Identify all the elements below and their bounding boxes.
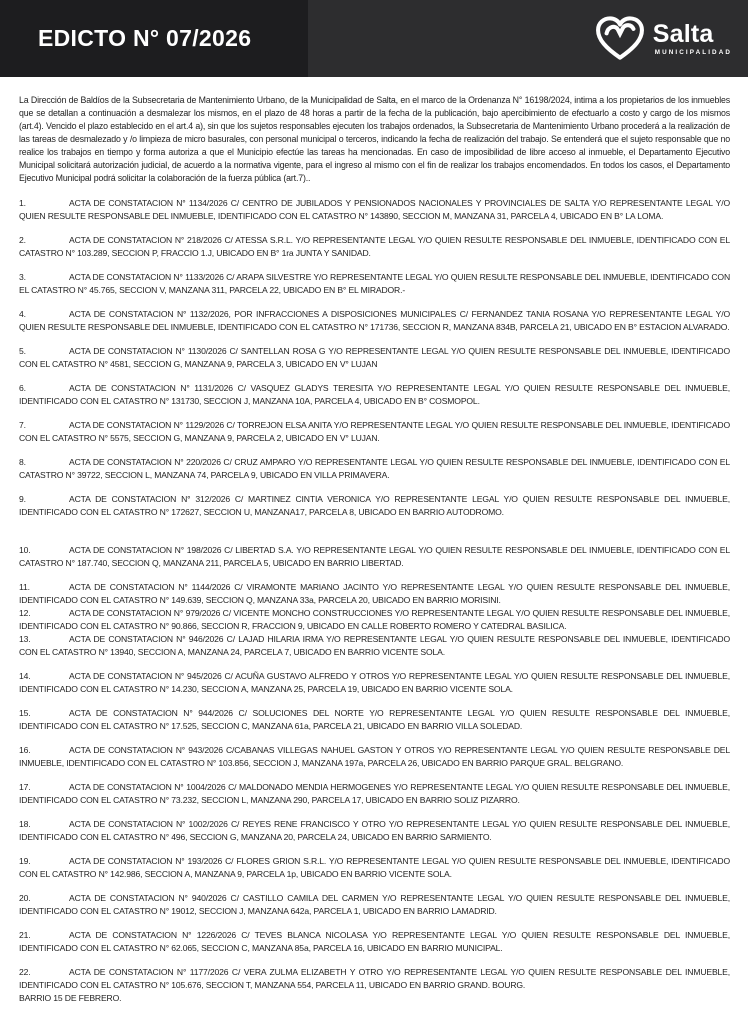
item-text: ACTA DE CONSTATACION N° 218/2026 C/ ATESSA S.R.L. Y/O REPRESENTANTE LEGAL Y/O QUIEN RESULTE RESPONSABLE DEL INMUEBLE, IDENTIFICADO CON EL CATASTRO N° 103.289, SECCION P, FRACCIO 1.J, UBICADO EN B° 1ra JUNTA Y SANIDAD. bbox=[19, 235, 730, 258]
intro-paragraph: La Dirección de Baldíos de la Subsecretaria de Mantenimiento Urbano, de la Municipalidad de Salta, en el marco de la Ordenanza N° 16198/2024, intima a los propietarios de los inmuebles que se detallan a continuación a desmalezar los mismos, en el plazo de 48 horas a partir de la fecha de la publicación, bajo apercibimiento de efectuarlo a costo y cargo de los mismos (art.4). Vencido el plazo establecido en el art.4 a), sin que los sujetos responsables ejecuten los trabajos ordenados, la Subsecretaria de Mantenimiento Urbano procederá a la realización de las tareas de desmalezado y /o limpieza de micro basurales, con personal municipal o terceros, indicando la fecha de realización del trabajo. Se entenderá que el sujeto responsable que no realice los trabajos en tiempo y forma autoriza a que el Municipio efectúe las tareas ha mencionadas. En caso de imposibilidad de libre acceso al inmueble, el Departamento Ejecutivo Municipal solicitará autorización judicial, de acuerdo a la normativa vigente, para el ingreso al mismo con el fin de realizar los trabajos encomendados. En todos los casos, el Departamento Ejecutivo Municipal podrá solicitar la colaboración de la fuerza pública (art.7).. bbox=[19, 95, 730, 183]
item-text: ACTA DE CONSTATACION N° 1177/2026 C/ VERA ZULMA ELIZABETH Y OTRO Y/O REPRESENTANTE LEGAL Y/O QUIEN RESULTE RESPONSABLE DEL INMUEBLE, IDENTIFICADO CON EL CATASTRO N° 105.676, SECCION T, MANZANA 554, PARCELA 11, UBICADO EN BARRIO GRAND. BOURG. bbox=[19, 967, 730, 990]
acta-item bbox=[19, 308, 730, 334]
acta-item bbox=[19, 855, 730, 881]
acta-item bbox=[19, 781, 730, 807]
acta-item bbox=[19, 929, 730, 955]
item-text: ACTA DE CONSTATACION N° 979/2026 C/ VICENTE MONCHO CONSTRUCCIONES Y/O REPRESENTANTE LEGAL Y/O QUIEN RESULTE RESPONSABLE DEL INMUEBLE, IDENTIFICADO CON EL CATASTRO N° 90.866, SECCION R, FRACCION 9, UBICADO EN CALLE ROBERTO ROMERO Y CATEDRAL BASILICA. bbox=[19, 608, 730, 631]
item-number: 15. bbox=[19, 708, 31, 718]
item-number: 10. bbox=[19, 545, 31, 555]
item-text: ACTA DE CONSTATACION N° 940/2026 C/ CASTILLO CAMILA DEL CARMEN Y/O REPRESENTANTE LEGAL Y/O QUIEN RESULTE RESPONSABLE DEL INMUEBLE, IDENTIFICADO CON EL CATASTRO N° 19012, SECCION J, MANZANA 642a, PARCELA 1, UBICADO EN BARRIO LAMADRID. bbox=[19, 893, 730, 916]
item-number: 4. bbox=[19, 309, 26, 319]
page-title: EDICTO N° 07/2026 bbox=[38, 25, 252, 51]
document-body bbox=[0, 77, 748, 1005]
acta-item bbox=[19, 345, 730, 371]
logo-text bbox=[652, 19, 732, 56]
footer-line: BARRIO 15 DE FEBRERO. bbox=[19, 993, 122, 1003]
item-number: 6. bbox=[19, 383, 26, 393]
item-number: 19. bbox=[19, 856, 31, 866]
acta-item bbox=[19, 607, 730, 633]
item-text: ACTA DE CONSTATACION N° 946/2026 C/ LAJAD HILARIA IRMA Y/O REPRESENTANTE LEGAL Y/O QUIEN RESULTE RESPONSABLE DEL INMUEBLE, IDENTIFICADO CON EL CATASTRO N° 13940, SECCION A, MANZANA 24, PARCELA 7, UBICADO EN BARRIO VICENTE SOLA. bbox=[19, 634, 730, 657]
acta-item bbox=[19, 670, 730, 696]
item-text: ACTA DE CONSTATACION N° 944/2026 C/ SOLUCIONES DEL NORTE Y/O REPRESENTANTE LEGAL Y/O QUIEN RESULTE RESPONSABLE DEL INMUEBLE, IDENTIFICADO CON EL CATASTRO N° 17.525, SECCION C, MANZANA 61a, PARCELA 21, UBICADO EN BARRIO VILLA SOLEDAD. bbox=[19, 708, 730, 731]
item-text: ACTA DE CONSTATACION N° 1144/2026 C/ VIRAMONTE MARIANO JACINTO Y/O REPRESENTANTE LEGAL Y/O QUIEN RESULTE RESPONSABLE DEL INMUEBLE, IDENTIFICADO CON EL CATASTRO N° 149.639, SECCION Q, MANZANA 33a, PARCELA 20, UBICADO EN BARRIO MORISINI. bbox=[19, 582, 730, 605]
acta-item bbox=[19, 744, 730, 770]
acta-item bbox=[19, 382, 730, 408]
item-text: ACTA DE CONSTATACION N° 1004/2026 C/ MALDONADO MENDIA HERMOGENES Y/O REPRESENTANTE LEGAL Y/O QUIEN RESULTE RESPONSABLE DEL INMUEBLE, IDENTIFICADO CON EL CATASTRO N° 73.232, SECCION L, MANZANA 290, PARCELA 17, UBICADO EN BARRIO SOLIZ PIZARRO. bbox=[19, 782, 730, 805]
acta-item bbox=[19, 197, 730, 223]
acta-item bbox=[19, 419, 730, 445]
item-number: 20. bbox=[19, 893, 31, 903]
acta-item bbox=[19, 581, 730, 607]
acta-item bbox=[19, 633, 730, 659]
acta-item bbox=[19, 892, 730, 918]
item-number: 3. bbox=[19, 272, 26, 282]
item-number: 9. bbox=[19, 494, 26, 504]
item-text: ACTA DE CONSTATACION N° 193/2026 C/ FLORES GRION S.R.L. Y/O REPRESENTANTE LEGAL Y/O QUIEN RESULTE RESPONSABLE DEL INMUEBLE, IDENTIFICADO CON EL CATASTRO N° 142.986, SECCION A, MANZANA 9, PARCELA 1p, UBICADO EN BARRIO VICENTE SOLA. bbox=[19, 856, 730, 879]
item-text: ACTA DE CONSTATACION N° 1226/2026 C/ TEVES BLANCA NICOLASA Y/O REPRESENTANTE LEGAL Y/O QUIEN RESULTE RESPONSABLE DEL INMUEBLE, IDENTIFICADO CON EL CATASTRO N° 62.065, SECCION C, MANZANA 85a, PARCELA 16, UBICADO EN BARRIO MUNICIPAL. bbox=[19, 930, 730, 953]
item-number: 12. bbox=[19, 608, 31, 618]
acta-list bbox=[19, 197, 730, 992]
acta-item bbox=[19, 271, 730, 297]
edict-title-block bbox=[0, 0, 308, 77]
acta-item bbox=[19, 456, 730, 482]
item-number: 17. bbox=[19, 782, 31, 792]
item-text: ACTA DE CONSTATACION N° 312/2026 C/ MARTINEZ CINTIA VERONICA Y/O REPRESENTANTE LEGAL Y/O QUIEN RESULTE RESPONSABLE DEL INMUEBLE, IDENTIFICADO CON EL CATASTRO N° 172627, SECCION U, MANZANA17, PARCELA 8, UBICADO EN BARRIO AUTODROMO. bbox=[19, 494, 730, 517]
item-text: ACTA DE CONSTATACION N° 1134/2026 C/ CENTRO DE JUBILADOS Y PENSIONADOS NACIONALES Y PROVINCIALES DE SALTA Y/O REPRESENTANTE LEGAL Y/O QUIEN RESULTE RESPONSABLE DEL INMUEBLE, IDENTIFICADO CON EL CATASTRO N° 143890, SECCION M, MANZANA 31, PARCELA 4, UBICADO EN B° LA LOMA. bbox=[19, 198, 730, 221]
header bbox=[0, 0, 748, 77]
item-number: 13. bbox=[19, 634, 31, 644]
item-text: ACTA DE CONSTATACION N° 1132/2026, POR INFRACCIONES A DISPOSICIONES MUNICIPALES C/ FERNANDEZ TANIA ROSANA Y/O REPRESENTANTE LEGAL Y/O QUIEN RESULTE RESPONSABLE DEL INMUEBLE, IDENTIFICADO CON EL CATASTRO N° 171736, SECCION R, MANZANA 834B, PARCELA 21, UBICADO EN B° ESTACION ALVARADO. bbox=[19, 309, 730, 332]
item-number: 5. bbox=[19, 346, 26, 356]
item-text: ACTA DE CONSTATACION N° 1129/2026 C/ TORREJON ELSA ANITA Y/O REPRESENTANTE LEGAL Y/O QUIEN RESULTE RESPONSABLE DEL INMUEBLE, IDENTIFICADO CON EL CATASTRO N° 5575, SECCION G, MANZANA 9, PARCELA 2, UBICADO EN V° LUJAN. bbox=[19, 420, 730, 443]
item-number: 18. bbox=[19, 819, 31, 829]
acta-item bbox=[19, 234, 730, 260]
item-number: 11. bbox=[19, 582, 30, 592]
acta-item bbox=[19, 966, 730, 992]
salta-municipality-logo bbox=[594, 0, 748, 77]
item-text: ACTA DE CONSTATACION N° 1133/2026 C/ ARAPA SILVESTRE Y/O REPRESENTANTE LEGAL Y/O QUIEN RESULTE RESPONSABLE DEL INMUEBLE, IDENTIFICADO CON EL CATASTRO N° 45.765, SECCION V, MANZANA 311, PARCELA 22, UBICADO EN B° EL MIRADOR.- bbox=[19, 272, 730, 295]
item-text: ACTA DE CONSTATACION N° 1131/2026 C/ VASQUEZ GLADYS TERESITA Y/O REPRESENTANTE LEGAL Y/O QUIEN RESULTE RESPONSABLE DEL INMUEBLE, IDENTIFICADO CON EL CATASTRO N° 131730, SECCION J, MANZANA 10A, PARCELA 4, UBICADO EN B° COSMOPOL. bbox=[19, 383, 730, 406]
item-number: 14. bbox=[19, 671, 31, 681]
item-number: 1. bbox=[19, 198, 26, 208]
logo-subtitle: MUNICIPALIDAD bbox=[654, 48, 732, 56]
item-number: 16. bbox=[19, 745, 31, 755]
item-number: 22. bbox=[19, 967, 31, 977]
item-text: ACTA DE CONSTATACION N° 198/2026 C/ LIBERTAD S.A. Y/O REPRESENTANTE LEGAL Y/O QUIEN RESULTE RESPONSABLE DEL INMUEBLE, IDENTIFICADO CON EL CATASTRO N° 187.740, SECCION Q, MANZANA 211, PARCELA 5, UBICADO EN BARRIO LIBERTAD. bbox=[19, 545, 730, 568]
heart-icon bbox=[594, 15, 646, 63]
item-text: ACTA DE CONSTATACION N° 943/2026 C/CABANAS VILLEGAS NAHUEL GASTON Y OTROS Y/O REPRESENTANTE LEGAL Y/O QUIEN RESULTE RESPONSABLE DEL INMUEBLE, IDENTIFICADO CON EL CATASTRO N° 103.856, SECCION J, MANZANA 197a, PARCELA 26, UBICADO EN BARRIO PARQUE GRAL. BELGRANO. bbox=[19, 745, 730, 768]
item-number: 2. bbox=[19, 235, 26, 245]
item-text: ACTA DE CONSTATACION N° 220/2026 C/ CRUZ AMPARO Y/O REPRESENTANTE LEGAL Y/O QUIEN RESULTE RESPONSABLE DEL INMUEBLE, IDENTIFICADO CON EL CATASTRO N° 39722, SECCION L, MANZANA 74, PARCELA 9, UBICADO EN VILLA PRIMAVERA. bbox=[19, 457, 730, 480]
acta-item bbox=[19, 544, 730, 570]
item-text: ACTA DE CONSTATACION N° 1130/2026 C/ SANTELLAN ROSA G Y/O REPRESENTANTE LEGAL Y/O QUIEN RESULTE RESPONSABLE DEL INMUEBLE, IDENTIFICADO CON EL CATASTRO N° 4581, SECCION G, MANZANA 9, PARCELA 3, UBICADO EN V° LUJAN bbox=[19, 346, 730, 369]
item-text: ACTA DE CONSTATACION N° 1002/2026 C/ REYES RENE FRANCISCO Y OTRO Y/O REPRESENTANTE LEGAL Y/O QUIEN RESULTE RESPONSABLE DEL INMUEBLE, IDENTIFICADO CON EL CATASTRO N° 496, SECCION G, MANZANA 20, PARCELA 24, UBICADO EN BARRIO SARMIENTO. bbox=[19, 819, 730, 842]
item-number: 7. bbox=[19, 420, 26, 430]
item-number: 8. bbox=[19, 457, 26, 467]
item-text: ACTA DE CONSTATACION N° 945/2026 C/ ACUÑA GUSTAVO ALFREDO Y OTROS Y/O REPRESENTANTE LEGAL Y/O QUIEN RESULTE RESPONSABLE DEL INMUEBLE, IDENTIFICADO CON EL CATASTRO N° 14.230, SECCION A, MANZANA 25, PARCELA 19, UBICADO EN BARRIO VICENTE SOLA. bbox=[19, 671, 730, 694]
item-number: 21. bbox=[19, 930, 31, 940]
acta-item bbox=[19, 493, 730, 519]
acta-item bbox=[19, 818, 730, 844]
logo-wordmark: Salta bbox=[652, 19, 714, 48]
acta-item bbox=[19, 707, 730, 733]
